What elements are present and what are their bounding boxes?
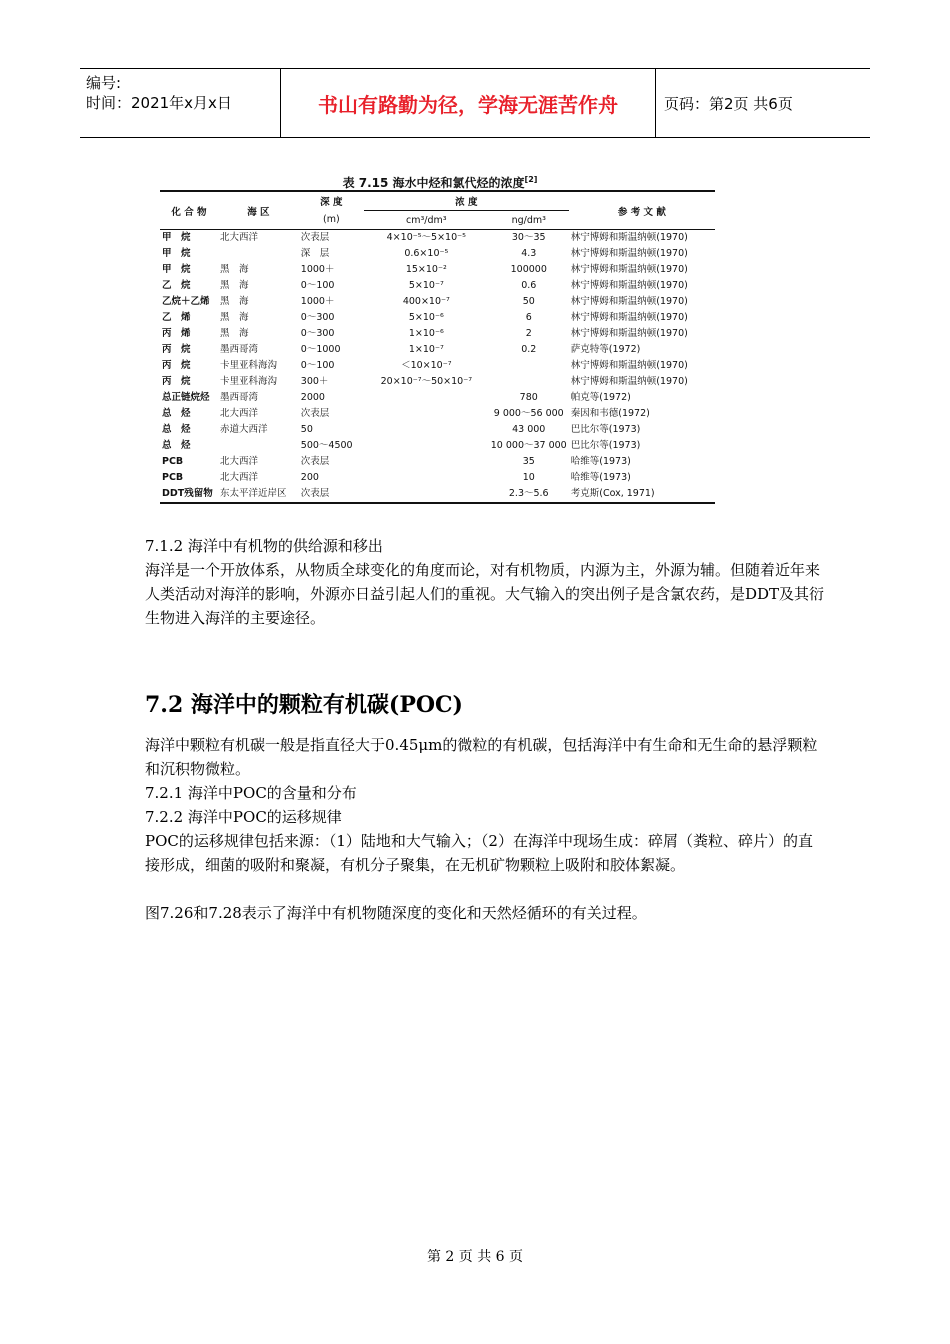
- header-unit-cm: cm³/dm³: [364, 211, 489, 230]
- header-meta: [80, 69, 281, 137]
- cell-compound: 乙 烷: [162, 280, 191, 291]
- header-page-info: [664, 69, 870, 137]
- cell-depth: 200: [300, 472, 319, 483]
- cell-area: 东太平洋近岸区: [218, 486, 299, 503]
- header-motto: 书山有路勤为径，学海无涯苦作舟: [281, 69, 656, 137]
- cell-area: 黑 海: [219, 264, 249, 275]
- cell-reference: 林宁博姆和斯温纳顿(1970): [570, 264, 688, 275]
- cell-cm: 5×10⁻⁶: [408, 312, 444, 323]
- table-row: [160, 262, 715, 278]
- section-7-1-2-title: 7.1.2 海洋中有机物的供给源和移出: [145, 537, 383, 555]
- cell-ng: 35: [522, 456, 535, 467]
- cell-area: 北大西洋: [219, 456, 258, 467]
- cell-reference: 林宁博姆和斯温纳顿(1970): [570, 248, 688, 259]
- cell-reference: 巴比尔等(1973): [570, 440, 641, 451]
- poc-transport-text: POC的运移规律包括来源：（1）陆地和大气输入；（2）在海洋中现场生成：碎屑（粪粒、碎片）的直接形成，细菌的吸附和聚凝，有机分子聚集，在无机矿物颗粒上吸附和胶体絮凝。: [145, 832, 813, 874]
- table-row: [160, 358, 715, 374]
- cell-cm: 0.6×10⁻⁵: [404, 248, 449, 259]
- cell-area: 卡里亚科海沟: [219, 360, 277, 371]
- cell-depth: 2000: [300, 392, 325, 403]
- cell-ng: 2.3～5.6: [489, 486, 569, 503]
- cell-reference: 林宁博姆和斯温纳顿(1970): [570, 360, 688, 371]
- cell-depth: 0～100: [300, 280, 335, 291]
- cell-depth: 0～1000: [300, 344, 341, 355]
- cell-cm: [364, 454, 489, 470]
- cell-ng: 10 000～37 000: [490, 440, 567, 451]
- cell-cm: [364, 422, 489, 438]
- cell-cm: [364, 470, 489, 486]
- cell-area: 黑 海: [219, 296, 249, 307]
- cell-ng: 9 000～56 000: [493, 408, 564, 419]
- cell-ng: 6: [525, 312, 532, 323]
- cell-cm: 1×10⁻⁶: [408, 328, 444, 339]
- section-7-2-heading: 7.2 海洋中的颗粒有机碳(POC): [145, 692, 463, 718]
- cell-compound: 总 烃: [162, 408, 191, 419]
- cell-ng: [489, 358, 569, 374]
- page-footer: [0, 1246, 950, 1266]
- cell-area: 墨西哥湾: [219, 392, 258, 403]
- table-row: [160, 246, 715, 262]
- concentration-table: [160, 190, 715, 504]
- cell-depth: 0～300: [300, 312, 335, 323]
- cell-ng: 43 000: [512, 424, 546, 435]
- cell-area: 黑 海: [219, 280, 249, 291]
- cell-area: 墨西哥湾: [219, 344, 258, 355]
- cell-depth: 0～300: [300, 328, 335, 339]
- page-info-text: 页码：第2页 共6页: [664, 94, 793, 113]
- table-row: [160, 230, 715, 247]
- table-row: [160, 422, 715, 438]
- table-row: [160, 486, 715, 503]
- cell-area: 黑 海: [219, 312, 249, 323]
- table-row: [160, 470, 715, 486]
- cell-reference: 林宁博姆和斯温纳顿(1970): [570, 328, 688, 339]
- cell-cm: 4×10⁻⁵～5×10⁻⁵: [386, 232, 466, 243]
- cell-ng: [489, 374, 569, 390]
- cell-compound: 乙烷＋乙烯: [162, 296, 210, 307]
- section-7-2-2: 7.2.2 海洋中POC的运移规律: [145, 808, 342, 826]
- header-reference: 参 考 文 献: [617, 206, 666, 218]
- cell-cm: [364, 486, 489, 503]
- cell-reference: 考克斯(Cox, 1971): [569, 486, 715, 503]
- cell-reference: 帕克等(1972): [570, 392, 631, 403]
- cell-reference: 林宁博姆和斯温纳顿(1970): [570, 312, 688, 323]
- cell-ng: 4.3: [521, 248, 537, 259]
- cell-ng: 780: [519, 392, 538, 403]
- cell-compound: 丙 烯: [162, 328, 191, 339]
- cell-reference: 萨克特等(1972): [570, 344, 641, 355]
- cell-ng: 0.6: [521, 280, 537, 291]
- cell-area: 赤道大西洋: [219, 424, 268, 435]
- cell-compound: 丙 烷: [162, 344, 191, 355]
- document-number-label: 编号:: [86, 74, 122, 92]
- cell-depth: 50: [300, 424, 313, 435]
- cell-depth: 1000＋: [300, 296, 335, 307]
- table-row: [160, 390, 715, 406]
- cell-reference: 林宁博姆和斯温纳顿(1970): [570, 296, 688, 307]
- table-row: [160, 406, 715, 422]
- cell-compound: 总 烃: [162, 424, 191, 435]
- table-row: [160, 374, 715, 390]
- cell-area: [218, 246, 299, 262]
- header-unit-ng: ng/dm³: [489, 211, 569, 230]
- cell-cm: [364, 390, 489, 406]
- table-row: [160, 326, 715, 342]
- cell-area: 北大西洋: [219, 408, 258, 419]
- table-title-text: 表 7.15 海水中烃和氯代烃的浓度: [342, 176, 525, 190]
- cell-area: 北大西洋: [219, 232, 258, 243]
- cell-reference: 林宁博姆和斯温纳顿(1970): [570, 280, 688, 291]
- cell-ng: 0.2: [521, 344, 537, 355]
- table-row: [160, 438, 715, 454]
- header-concentration: 浓 度: [455, 197, 478, 208]
- cell-area: 北大西洋: [219, 472, 258, 483]
- cell-depth: 500～4500: [300, 440, 353, 451]
- cell-depth: 次表层: [300, 408, 330, 419]
- cell-ng: 30～35: [511, 232, 546, 243]
- cell-cm: 400×10⁻⁷: [402, 296, 450, 307]
- cell-reference: 秦因和韦德(1972): [570, 408, 650, 419]
- cell-cm: ＜10×10⁻⁷: [401, 360, 452, 371]
- table-header-row: [160, 191, 715, 211]
- cell-compound: 甲 烷: [162, 264, 191, 275]
- cell-ng: 2: [525, 328, 532, 339]
- section-7-2-1: 7.2.1 海洋中POC的含量和分布: [145, 784, 357, 802]
- cell-compound: 甲 烷: [162, 232, 191, 243]
- cell-area: 卡里亚科海沟: [219, 376, 277, 387]
- cell-cm: [364, 406, 489, 422]
- cell-ng: 50: [522, 296, 535, 307]
- cell-cm: 1×10⁻⁷: [408, 344, 444, 355]
- cell-cm: 20×10⁻⁷～50×10⁻⁷: [380, 376, 473, 387]
- cell-compound: PCB: [162, 472, 184, 483]
- figure-note: 图7.26和7.28表示了海洋中有机物随深度的变化和天然烃循环的有关过程。: [145, 904, 647, 922]
- cell-reference: 巴比尔等(1973): [570, 424, 641, 435]
- header-area: 海 区: [247, 206, 270, 218]
- cell-ng: 10: [522, 472, 535, 483]
- cell-reference: 哈维等(1973): [570, 456, 631, 467]
- page-header: [80, 68, 870, 138]
- cell-depth: 深 层: [300, 248, 330, 259]
- cell-compound: 总正链烷烃: [162, 392, 210, 403]
- cell-compound: 总 烃: [162, 440, 191, 451]
- table-title: [160, 170, 720, 190]
- cell-ng: 100000: [510, 264, 547, 275]
- footer-page-number: 第 2 页 共 6 页: [426, 1249, 524, 1265]
- cell-reference: 林宁博姆和斯温纳顿(1970): [570, 376, 688, 387]
- cell-compound: PCB: [162, 456, 184, 467]
- table-body: [160, 230, 715, 504]
- cell-compound: 乙 烯: [162, 312, 191, 323]
- cell-cm: 5×10⁻⁷: [408, 280, 444, 291]
- header-depth-unit: (m): [323, 214, 340, 226]
- header-compound: 化 合 物: [171, 206, 207, 218]
- cell-compound: 丙 烷: [162, 360, 191, 371]
- cell-depth: 0～100: [300, 360, 335, 371]
- header-depth: 深 度: [320, 197, 343, 209]
- cell-depth: 300＋: [300, 376, 329, 387]
- cell-reference: 林宁博姆和斯温纳顿(1970): [570, 232, 688, 243]
- poc-definition: 海洋中颗粒有机碳一般是指直径大于0.45μm的微粒的有机碳，包括海洋中有生命和无生命的悬浮颗粒和沉积物微粒。: [145, 736, 818, 778]
- table-row: [160, 310, 715, 326]
- cell-cm: [364, 438, 489, 454]
- table-7-15: [160, 170, 720, 504]
- table-row: [160, 454, 715, 470]
- table-title-ref: [2]: [524, 175, 538, 184]
- cell-compound: 丙 烷: [162, 376, 191, 387]
- table-row: [160, 278, 715, 294]
- cell-area: 黑 海: [219, 328, 249, 339]
- table-row: [160, 342, 715, 358]
- section-7-1-2-text: 海洋是一个开放体系，从物质全球变化的角度而论，对有机物质，内源为主，外源为辅。但随着近年来人类活动对海洋的影响，外源亦日益引起人们的重视。大气输入的突出例子是含氯农药，是DDT及其衍生物进入海洋的主要途径。: [145, 561, 825, 627]
- cell-reference: 哈维等(1973): [570, 472, 631, 483]
- cell-cm: 15×10⁻²: [405, 264, 447, 275]
- cell-depth: 次表层: [300, 232, 330, 243]
- cell-depth: 次表层: [300, 456, 330, 467]
- cell-depth: 1000＋: [300, 264, 335, 275]
- table-row: [160, 294, 715, 310]
- document-time: 时间：2021年x月x日: [86, 94, 232, 112]
- cell-compound: DDT残留物: [160, 486, 218, 503]
- cell-depth: 次表层: [299, 486, 364, 503]
- cell-area: [218, 438, 299, 454]
- cell-compound: 甲 烷: [162, 248, 191, 259]
